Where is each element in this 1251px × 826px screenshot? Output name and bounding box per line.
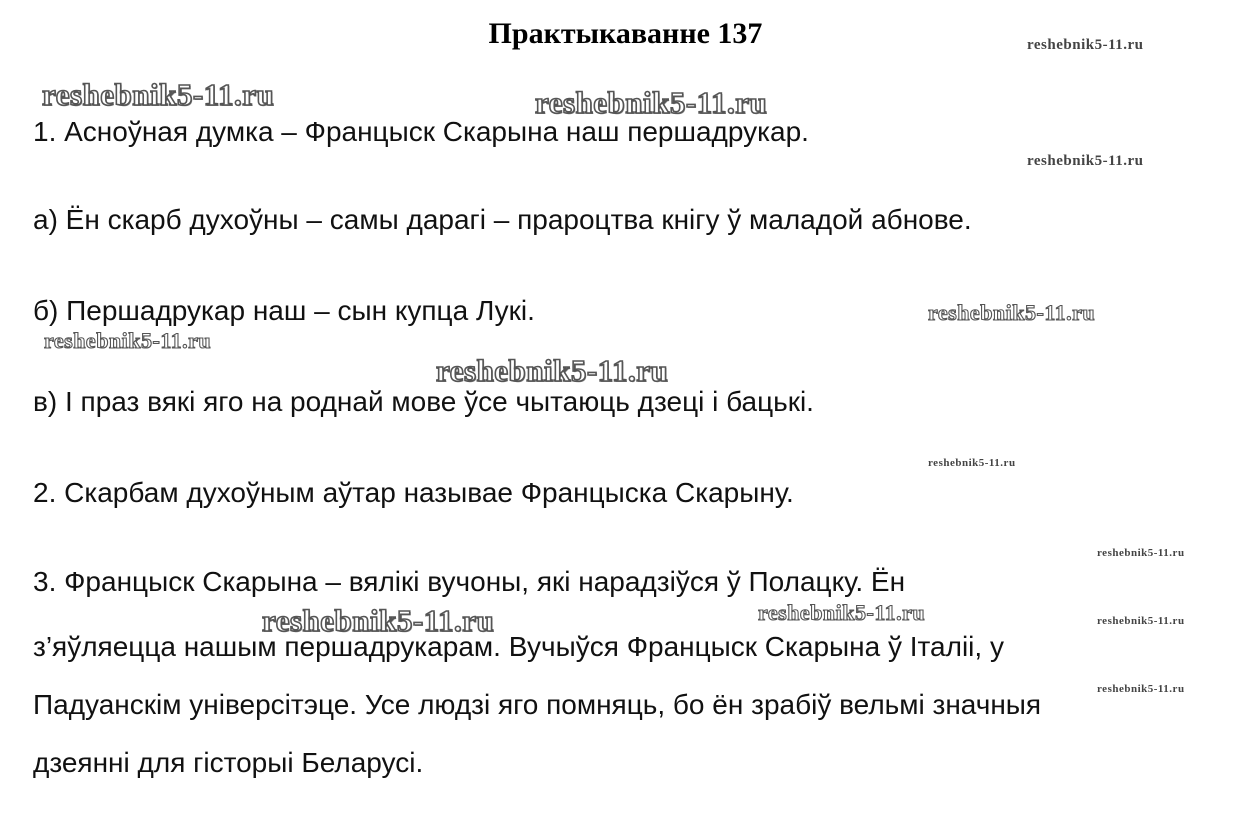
answer-line-3-cont-3: дзеянні для гісторыі Беларусі. <box>33 747 424 778</box>
answer-line-1: 1. Асноўная думка – Францыск Скарына наш першадрукар. <box>33 116 809 147</box>
watermark: reshebnik5-11.ru <box>1027 153 1144 169</box>
answer-line-3: 3. Францыск Скарына – вялікі вучоны, які нарадзіўся ў Полацку. Ён <box>33 566 906 597</box>
answer-line-2: 2. Скарбам духоўным аўтар называе Францыска Скарыну. <box>33 477 794 508</box>
watermark: reshebnik5-11.ru <box>44 328 212 353</box>
answer-line-3-cont-1: з’яўляецца нашым першадрукарам. Вучыўся Францыск Скарына ў Італіі, у <box>33 631 1004 662</box>
answer-line-3-cont-2: Падуанскім універсітэце. Усе людзі яго помняць, бо ён зрабіў вельмі значныя <box>33 689 1042 720</box>
watermark: reshebnik5-11.ru <box>42 77 275 112</box>
watermark: reshebnik5-11.ru <box>1027 37 1144 53</box>
page-title: Практыкаванне 137 <box>488 17 763 50</box>
watermark: reshebnik5-11.ru <box>928 457 1016 469</box>
answer-line-v: в) І праз вякі яго на роднай мове ўсе чытаюць дзеці і бацькі. <box>33 386 814 417</box>
watermark: reshebnik5-11.ru <box>928 300 1096 325</box>
answer-line-b: б) Першадрукар наш – сын купца Лукі. <box>33 295 535 326</box>
watermark: reshebnik5-11.ru <box>436 353 669 388</box>
answer-line-a: а) Ён скарб духоўны – самы дарагі – прароцтва кнігу ў маладой абнове. <box>33 204 972 235</box>
watermark: reshebnik5-11.ru <box>1097 547 1185 559</box>
watermark: reshebnik5-11.ru <box>262 603 495 638</box>
watermark: reshebnik5-11.ru <box>1097 615 1185 627</box>
watermark: reshebnik5-11.ru <box>758 600 926 625</box>
watermark: reshebnik5-11.ru <box>1097 683 1185 695</box>
watermark: reshebnik5-11.ru <box>535 85 768 120</box>
